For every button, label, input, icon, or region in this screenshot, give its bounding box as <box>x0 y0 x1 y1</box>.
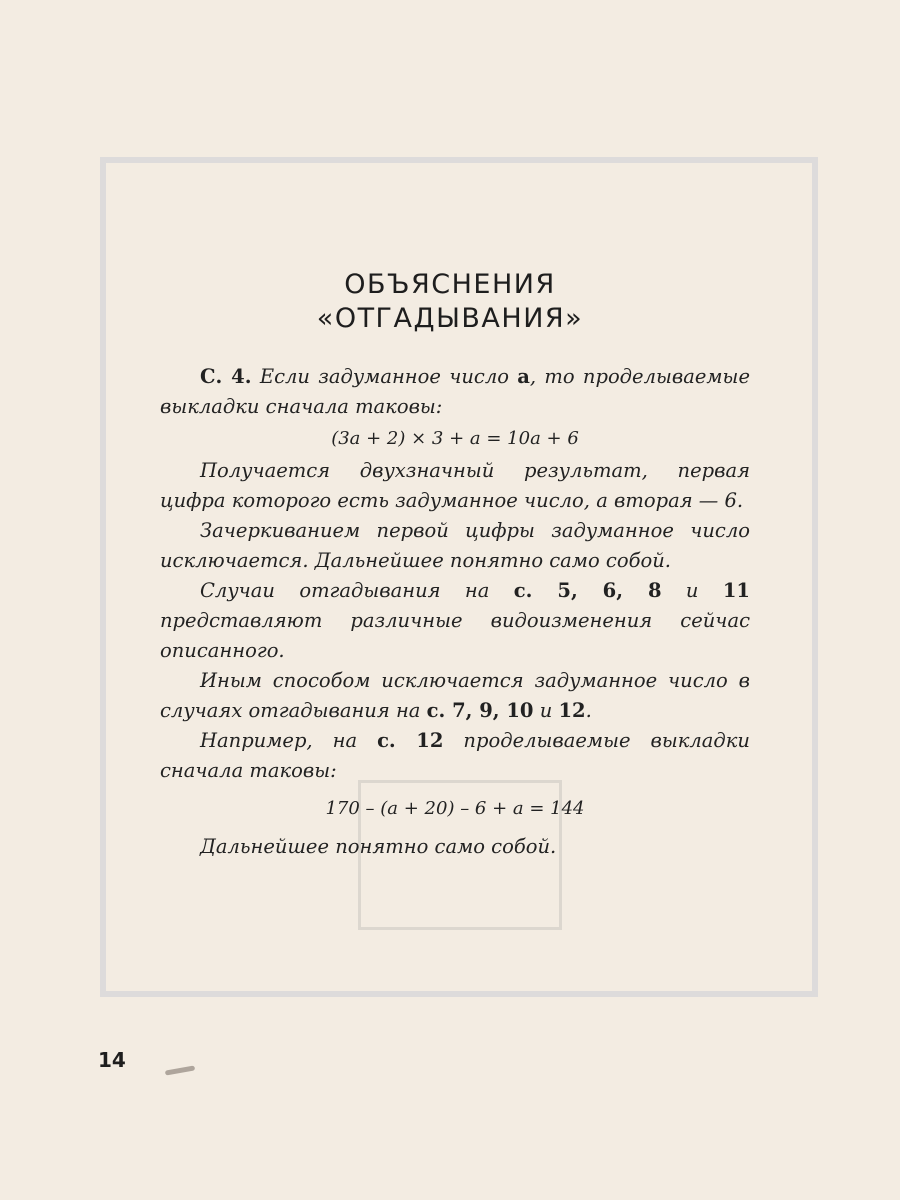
page-ref: 12 <box>558 699 586 722</box>
variable-a: а <box>517 365 530 388</box>
paragraph-text: Иным способом исключается задуманное число в случаях отгадывания на <box>160 669 750 722</box>
paragraph-7: Дальнейшее понятно само собой. <box>200 835 557 858</box>
page-number: 14 <box>98 1048 126 1072</box>
paragraph-text: , то проделываемые выкладки сначала таковы: <box>160 365 750 418</box>
paragraph-text: проделываемые выкладки сначала таковы: <box>160 729 750 782</box>
paragraph-text: представляют различные видоизменения сейчас описанного. <box>160 609 750 662</box>
paragraph-text: и <box>661 579 723 602</box>
paragraph-text: и <box>533 699 559 722</box>
paragraph-text: . <box>585 699 592 722</box>
paragraph-3: Зачеркиванием первой цифры задуманное число исключается. Дальнейшее понятно само собой. <box>160 519 750 572</box>
page-ref: с. 12 <box>377 729 444 752</box>
title-line-2: «ОТГАДЫВАНИЯ» <box>316 303 584 334</box>
paragraph-text: Случаи отгадывания на <box>200 579 514 602</box>
page-refs: с. 7, 9, 10 <box>426 699 534 722</box>
page-ref: 11 <box>722 579 750 602</box>
paragraph-6 <box>160 726 750 786</box>
paragraph-2: Получается двухзначный результат, первая цифра которого есть задуманное число, а вторая — 6. <box>160 459 750 512</box>
paragraph-text: Если задуманное число <box>251 365 518 388</box>
paragraph-4 <box>160 576 750 666</box>
page-ref: С. 4. <box>200 365 252 388</box>
paragraph-1 <box>160 362 750 422</box>
formula-2: 170 – (а + 20) – 6 + а = 144 <box>325 798 585 819</box>
paragraph-text: Например, на <box>200 729 378 752</box>
page-refs: с. 5, 6, 8 <box>513 579 662 602</box>
ink-smudge <box>165 1065 195 1075</box>
formula-1: (3а + 2) × 3 + а = 10а + 6 <box>331 428 579 449</box>
page-title <box>0 268 900 336</box>
title-line-1: ОБЪЯСНЕНИЯ <box>344 269 556 300</box>
explanation-text <box>160 362 750 862</box>
paragraph-5 <box>160 666 750 726</box>
